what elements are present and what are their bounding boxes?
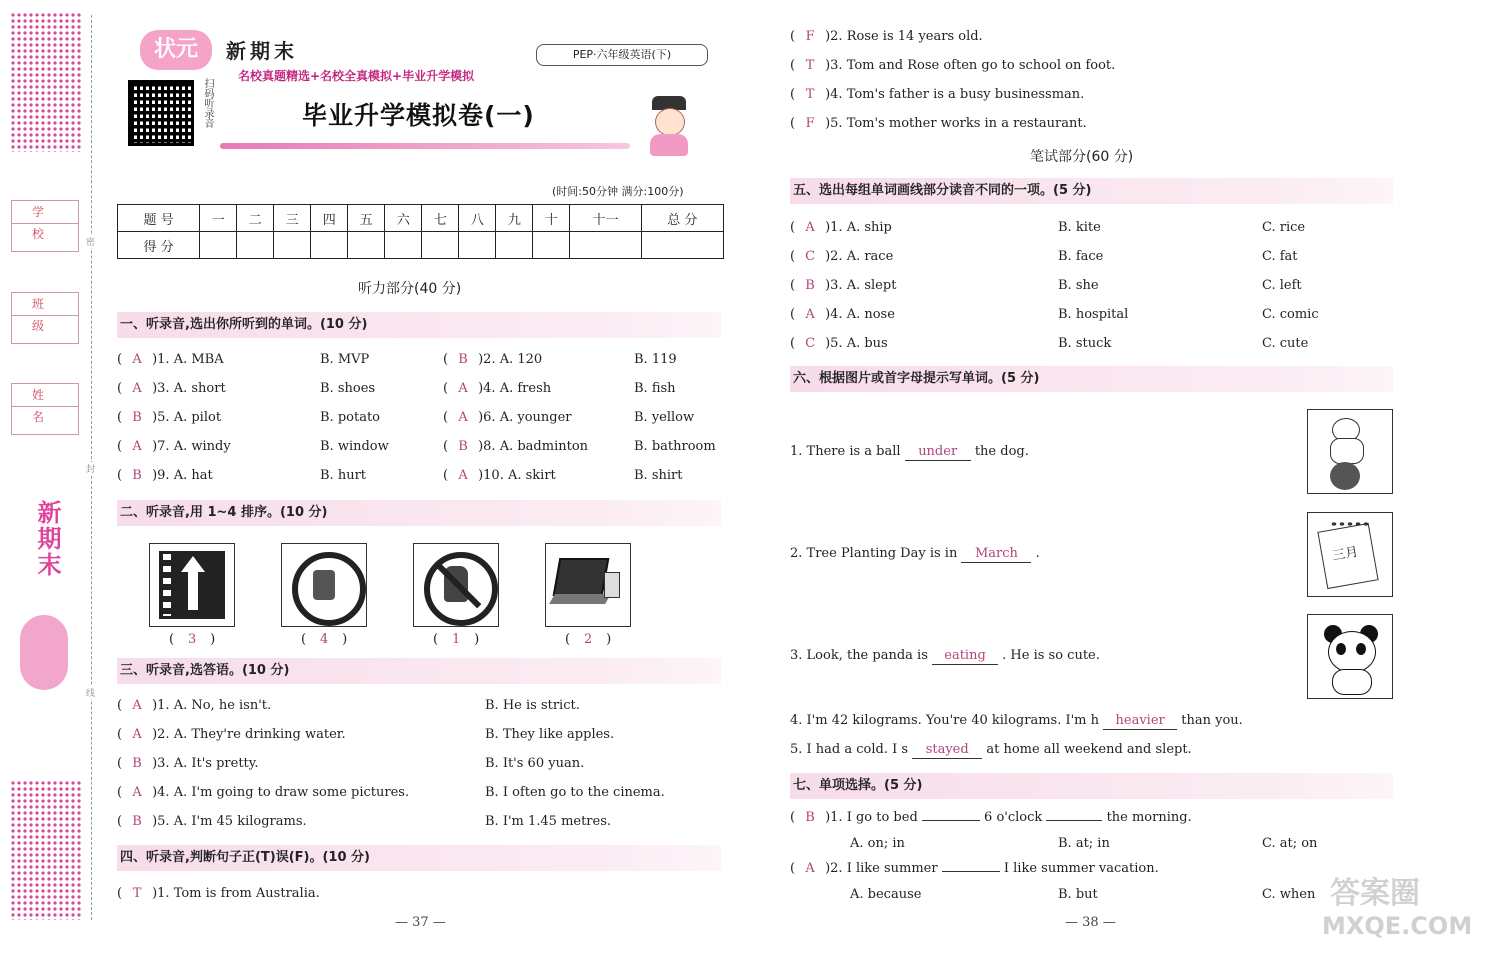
order-number[interactable]: 2 [583,632,593,647]
page-number-left: — 37 — [395,915,446,930]
option-a: 5. A. bus [830,336,888,351]
school-field[interactable] [11,200,79,252]
school-label: 学 校 [12,201,78,224]
section2-heading: 二、听录音,用 1~4 排序。(10 分) [117,500,721,526]
order-answer: ( 2 ) [565,632,612,647]
option-a: 1. A. ship [830,220,892,235]
question-item: ( A )1. A. No, he isn't. [117,698,272,713]
option-a: A. I'm going to draw some pictures. [173,785,410,800]
answer-letter[interactable]: F [805,116,815,131]
answer-letter[interactable]: A [458,381,468,396]
score-table-header-cell: 九 [496,205,533,232]
question-item: ( B )5. A. I'm 45 kilograms. [117,814,307,829]
answer-blank[interactable] [1046,820,1102,821]
answer-letter[interactable]: A [132,698,142,713]
panda-picture [1307,614,1393,699]
answer-letter[interactable]: B [458,439,468,454]
score-table-header-cell: 六 [385,205,422,232]
option-a: 4. A. nose [830,307,895,322]
question-item: ( A )1. A. MBA [117,352,224,367]
option-b: B. shoes [320,381,376,396]
question-number: 4. [157,785,170,800]
question-number: 2. [483,352,496,367]
answer-letter[interactable]: A [805,861,815,876]
sentence-start: 1. There is a ball [790,444,901,459]
qr-hint: 扫码听录音 [202,78,213,128]
time-info: (时间:50分钟 满分:100分) [552,185,684,198]
question-item: ( A )10. A. skirt [443,468,556,483]
cut-mark-2: 封 [86,462,95,475]
question-item: ( B )5. A. pilot [117,410,222,425]
order-answer: ( 1 ) [433,632,480,647]
score-cell[interactable] [641,232,723,259]
fill-blank-item [790,444,1029,461]
option-c: C. fat [1262,249,1298,264]
option-b: B. potato [320,410,380,425]
title-underline [220,143,630,149]
option-a: A. hat [173,468,213,483]
question-number: 1. [157,352,170,367]
question-item: ( B )1. I go to bed 6 o'clock the morning. [790,810,1192,825]
score-cell[interactable] [459,232,496,259]
statement-text: 1. Tom is from Australia. [157,886,320,901]
question-item: ( A )4. A. nose [790,307,895,322]
exam-title: 毕业升学模拟卷(一) [302,101,535,130]
question-number: 8. [483,439,496,454]
name-field[interactable] [11,383,79,435]
option-b: B. fish [634,381,676,396]
option-b: B. kite [1058,220,1101,235]
option-c: C. rice [1262,220,1306,235]
answer-blank[interactable]: heavier [1103,713,1177,730]
option-c: C. left [1262,278,1302,293]
option-a: A. pilot [173,410,222,425]
answer-letter[interactable]: B [805,810,815,825]
order-number[interactable]: 4 [319,632,329,647]
score-header-row [118,205,724,232]
score-table-header-cell: 五 [348,205,385,232]
answer-letter[interactable]: B [458,352,468,367]
answer-blank[interactable]: eating [932,648,998,665]
one-way-sign-picture [149,543,235,627]
option-c: C. cute [1262,336,1309,351]
statement-text: 3. Tom and Rose often go to school on foot. [830,58,1116,73]
listening-title: 听力部分(40 分) [358,281,462,297]
option-a: 2. A. race [830,249,894,264]
question-part: the morning. [1106,810,1192,825]
question-item: ( C )5. A. bus [790,336,888,351]
score-table-header-cell: 题 号 [118,205,200,232]
question-number: 7. [157,439,170,454]
score-cell[interactable] [422,232,459,259]
option-b: B. face [1058,249,1104,264]
question-item: ( A )7. A. windy [117,439,231,454]
sentence-end: . [1035,546,1040,561]
option-a: A. skirt [507,468,556,483]
score-table-header-cell: 二 [237,205,274,232]
statement-text: 2. Rose is 14 years old. [830,29,983,44]
score-table-header-cell: 四 [311,205,348,232]
question-number: 2. [157,727,170,742]
score-cell[interactable] [348,232,385,259]
series-subtitle: 名校真题精选+名校全真模拟+毕业升学模拟 [238,69,475,83]
question-part: 6 o'clock [984,810,1043,825]
answer-letter[interactable]: B [132,468,142,483]
writing-title: 笔试部分(60 分) [1030,149,1134,165]
answer-blank[interactable]: under [905,444,971,461]
score-table-header-cell: 三 [274,205,311,232]
score-table-header-cell: 八 [459,205,496,232]
option-c: C. when [1262,887,1316,902]
question-item: ( A )2. A. They're drinking water. [117,727,346,742]
option-a: A. They're drinking water. [173,727,346,742]
score-cell[interactable] [274,232,311,259]
statement-text: 4. Tom's father is a busy businessman. [830,87,1085,102]
option-b: B. stuck [1058,336,1112,351]
score-value-row[interactable] [118,232,724,259]
score-table [117,204,724,259]
option-b: B. It's 60 yuan. [485,756,585,771]
option-b: B. MVP [320,352,370,367]
score-cell[interactable] [570,232,641,259]
watermark-bottom: MXQE.COM [1322,912,1473,940]
no-touching-sign-picture [413,543,499,627]
score-cell[interactable] [311,232,348,259]
qr-code[interactable] [128,80,194,146]
option-b: B. bathroom [634,439,716,454]
option-b: B. They like apples. [485,727,615,742]
answer-letter[interactable]: A [458,410,468,425]
option-a: A. It's pretty. [173,756,259,771]
section3-heading: 三、听录音,选答语。(10 分) [117,658,721,684]
option-b: B. yellow [634,410,695,425]
score-cell[interactable] [385,232,422,259]
option-a: A. short [173,381,226,396]
answer-letter[interactable]: B [805,278,815,293]
question-number: 3. [157,381,170,396]
question-number: 5. [157,410,170,425]
judgement-item: ( T )3. Tom and Rose often go to school on foot. [790,58,1116,73]
option-b: B. she [1058,278,1099,293]
cut-mark-1: 密 [86,235,95,248]
answer-letter[interactable]: T [805,58,815,73]
statement-text: 5. Tom's mother works in a restaurant. [830,116,1087,131]
answer-letter[interactable]: A [458,468,468,483]
cut-mark-3: 线 [86,686,95,699]
sentence-start: 5. I had a cold. I s [790,742,909,757]
score-cell[interactable] [237,232,274,259]
order-answer: ( 4 ) [301,632,348,647]
answer-letter[interactable]: A [132,352,142,367]
question-number: 4. [483,381,496,396]
answer-letter[interactable]: A [132,381,142,396]
option-a: A. MBA [173,352,224,367]
answer-letter[interactable]: T [805,87,815,102]
section4-heading: 四、听录音,判断句子正(T)误(F)。(10 分) [117,845,721,871]
question-item: ( A )3. A. short [117,381,226,396]
answer-letter[interactable]: A [805,220,815,235]
question-part: 1. I go to bed [830,810,918,825]
question-item: ( B )2. A. 120 [443,352,543,367]
question-number: 9. [157,468,170,483]
fill-blank-item [790,742,1192,759]
option-b: B. He is strict. [485,698,580,713]
sentence-start: 4. I'm 42 kilograms. You're 40 kilograms. I'm h [790,713,1099,728]
page-number-right: — 38 — [1065,915,1116,930]
question-number: 3. [157,756,170,771]
pink-dot-pattern-top [10,12,82,152]
option-b: B. shirt [634,468,683,483]
question-item: ( B )8. A. badminton [443,439,589,454]
option-b: B. I'm 1.45 metres. [485,814,612,829]
judgement-item: ( F )5. Tom's mother works in a restaurant. [790,116,1087,131]
brand-vertical: 新期末 [33,500,61,578]
option-a: A. windy [173,439,231,454]
answer-letter[interactable]: T [132,886,142,901]
answer-blank[interactable]: March [961,546,1031,563]
sentence-end: than you. [1181,713,1243,728]
calendar-month-text: 三月 [1331,544,1360,565]
option-a: A. on; in [850,836,905,851]
answer-letter[interactable]: A [132,439,142,454]
brand-logo-badge [20,615,68,690]
series-name: 新期末 [226,39,298,63]
option-c: C. at; on [1262,836,1318,851]
option-b: B. at; in [1058,836,1110,851]
section7-heading: 七、单项选择。(5 分) [790,773,1393,799]
question-number: 1. [157,698,170,713]
score-cell[interactable] [533,232,570,259]
answer-blank[interactable] [922,820,980,821]
grade-badge: PEP·六年级英语(下) [536,44,708,66]
order-answer: ( 3 ) [169,632,216,647]
option-a: A. younger [499,410,572,425]
question-item: ( A )6. A. younger [443,410,572,425]
answer-letter[interactable]: C [805,336,816,351]
section5-heading: 五、选出每组单词画线部分读音不同的一项。(5 分) [790,178,1393,204]
calendar-picture [1307,512,1393,597]
question-item: ( A )4. A. fresh [443,381,552,396]
no-pointing-sign-picture [281,543,367,627]
sentence-end: the dog. [974,444,1029,459]
answer-letter[interactable]: B [132,814,142,829]
answer-blank[interactable] [942,871,1000,872]
fill-blank-item [790,713,1243,730]
option-b: B. hurt [320,468,367,483]
score-cell[interactable] [200,232,237,259]
name-label: 姓 名 [12,384,78,407]
answer-letter[interactable]: C [805,249,816,264]
score-table-header-cell: 总 分 [641,205,723,232]
answer-letter[interactable]: B [132,756,142,771]
answer-letter[interactable]: A [805,307,815,322]
order-number[interactable]: 1 [451,632,461,647]
score-table-header-cell: 十 [533,205,570,232]
fill-blank-item [790,546,1040,563]
watermark-top: 答案圈 [1330,876,1420,911]
sentence-start: 2. Tree Planting Day is in [790,546,958,561]
judgement-item: ( F )2. Rose is 14 years old. [790,29,983,44]
judgement-item: ( T )4. Tom's father is a busy businessman. [790,87,1085,102]
question-item: ( A )1. A. ship [790,220,892,235]
option-b: B. 119 [634,352,677,367]
option-c: C. comic [1262,307,1319,322]
score-table-header-cell: 十一 [570,205,641,232]
option-a: A. because [850,887,922,902]
question-part: 2. I like summer [830,861,938,876]
option-b: B. but [1058,887,1098,902]
question-item: ( B )3. A. It's pretty. [117,756,259,771]
order-number[interactable]: 3 [187,632,197,647]
judgement-item: ( T )1. Tom is from Australia. [117,886,320,901]
sentence-start: 3. Look, the panda is [790,648,928,663]
fill-blank-item [790,648,1100,665]
answer-letter[interactable]: A [132,727,142,742]
option-b: B. I often go to the cinema. [485,785,665,800]
answer-blank[interactable]: stayed [912,742,982,759]
zhuangyuan-logo: 状元 [140,30,212,70]
question-item: ( C )2. A. race [790,249,894,264]
option-a: A. No, he isn't. [173,698,272,713]
score-table-header-cell: 七 [422,205,459,232]
laptop-picture [545,543,631,627]
option-a: A. I'm 45 kilograms. [173,814,307,829]
section1-heading: 一、听录音,选出你所听到的单词。(10 分) [117,312,721,338]
question-number: 5. [157,814,170,829]
class-label: 班 级 [12,293,78,316]
score-cell[interactable] [496,232,533,259]
score-table-header-cell: 一 [200,205,237,232]
question-item: ( B )9. A. hat [117,468,213,483]
sentence-end: at home all weekend and slept. [986,742,1192,757]
answer-letter[interactable]: F [805,29,815,44]
option-b: B. window [320,439,389,454]
scholar-mascot [642,92,696,156]
pink-dot-pattern-bottom [10,780,82,920]
answer-letter[interactable]: A [132,785,142,800]
class-field[interactable] [11,292,79,344]
question-item: ( B )3. A. slept [790,278,897,293]
option-a: A. 120 [499,352,543,367]
question-number: 10. [483,468,504,483]
option-a: 3. A. slept [830,278,897,293]
question-part: I like summer vacation. [1003,861,1159,876]
question-number: 6. [483,410,496,425]
option-b: B. hospital [1058,307,1129,322]
question-item: ( A )4. A. I'm going to draw some pictures. [117,785,410,800]
section6-heading: 六、根据图片或首字母提示写单词。(5 分) [790,366,1393,392]
answer-letter[interactable]: B [132,410,142,425]
option-a: A. fresh [499,381,552,396]
dog-on-ball-picture [1307,409,1393,494]
option-a: A. badminton [499,439,589,454]
score-row-label: 得 分 [118,232,200,259]
question-item: ( A )2. I like summer I like summer vacation. [790,861,1159,876]
sentence-end: . He is so cute. [1002,648,1100,663]
